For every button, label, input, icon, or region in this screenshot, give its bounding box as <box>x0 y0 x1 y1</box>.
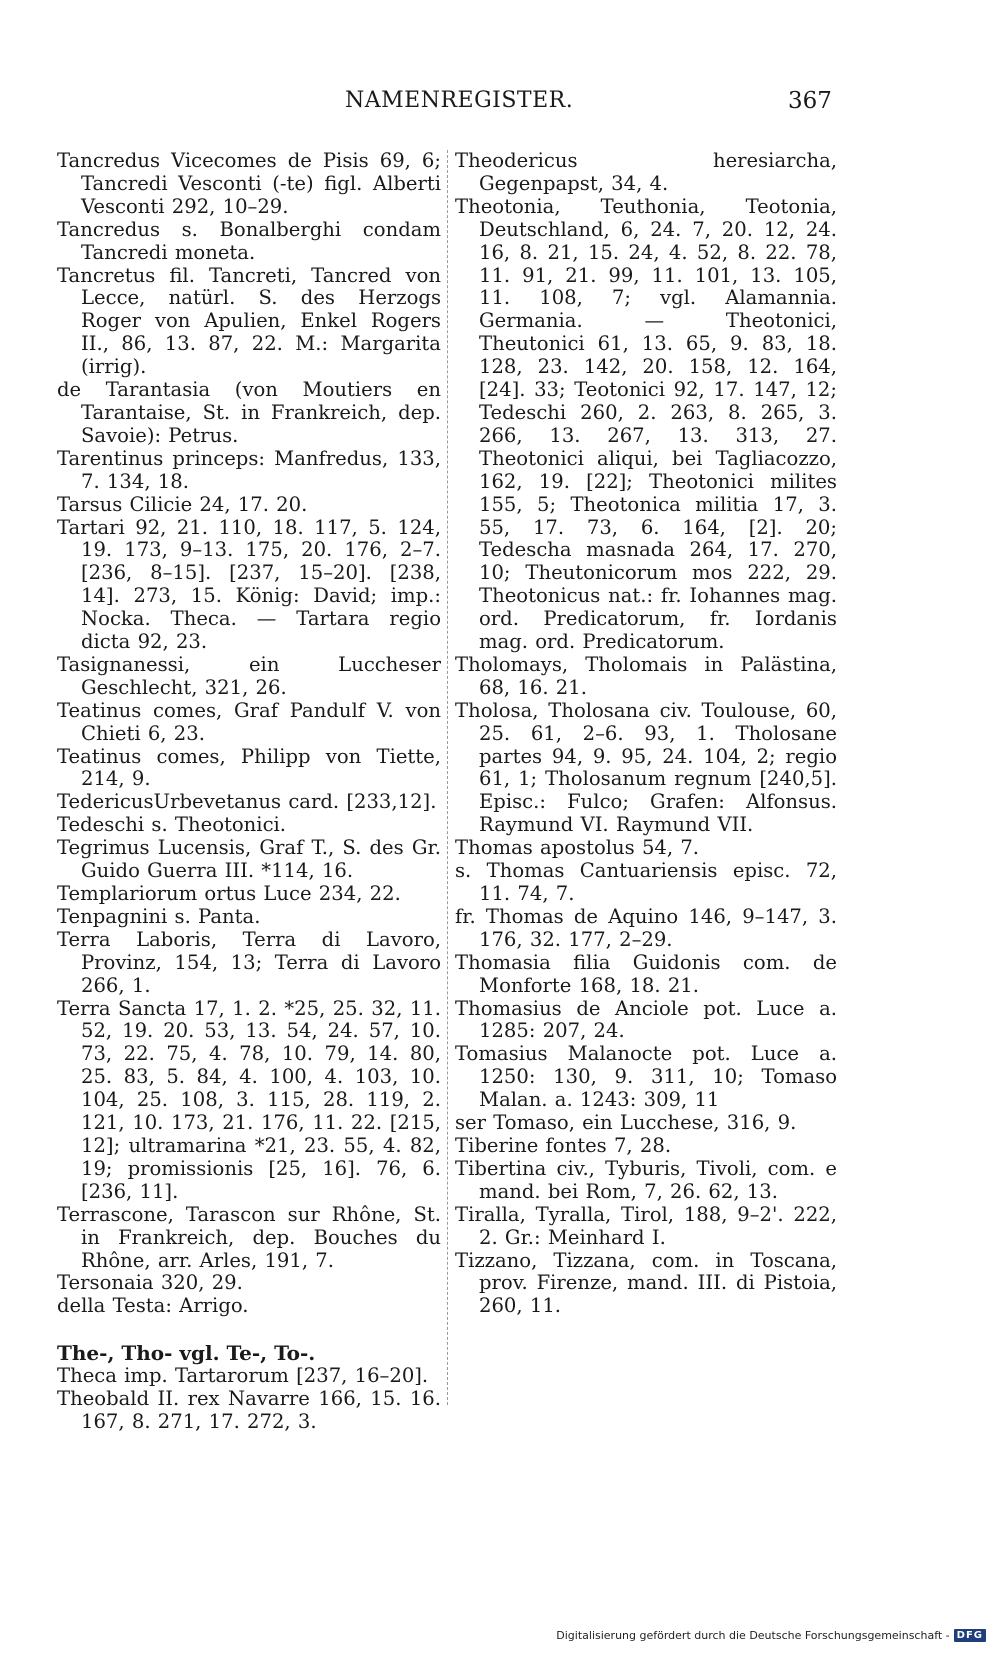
index-entry: Tenpagnini s. Panta. <box>57 904 261 928</box>
index-entry: Tholomays, Tholomais in Palästina, 68, 16. 21. <box>455 652 837 699</box>
index-entry: Thomasia filia Guidonis com. de Monforte 168, 18. 21. <box>455 950 837 997</box>
dfg-logo-icon: DFG <box>954 1629 986 1642</box>
index-entry: Tarentinus princeps: Manfredus, 133, 7. 134, 18. <box>57 446 441 493</box>
index-entry: s. Thomas Cantuariensis episc. 72, 11. 74, 7. <box>455 859 837 905</box>
left-column <box>57 150 441 1434</box>
index-entry: della Testa: Arrigo. <box>57 1294 249 1318</box>
index-entry: TedericusUrbevetanus card. [233,12]. <box>57 790 437 814</box>
index-entry: Tancredus s. Bonalberghi condam Tancredi moneta. <box>57 217 441 264</box>
index-entry: Thomasius de Anciole pot. Luce a. 1285: 207, 24. <box>455 996 837 1043</box>
index-entry: Tarsus Cilicie 24, 17. 20. <box>57 492 308 516</box>
running-head: NAMENREGISTER. <box>345 88 574 113</box>
index-entry: Tersonaia 320, 29. <box>57 1271 243 1295</box>
index-entry: Teatinus comes, Philipp von Tiette, 214, 9. <box>57 744 441 791</box>
index-entry: Theodericus heresiarcha, Gegenpapst, 34, 4. <box>455 149 837 195</box>
index-entry: Theotonia, Teuthonia, Teotonia, Deutschland, 6, 24. 7, 20. 12, 24. 16, 8. 21, 15. 24, 4. 52, 8. 22. 78, 11. 91, 21. 99, 11. 101, 13. 105, 11. 108, 7; vgl. Alamannia. Germania. — Theotonici, Theutonici 61, 13. 65, 9. 83, 18. 128, 23. 142, 20. 158, 12. 164, [24]. 33; Teotonici 92, 17. 147, 12; Tedeschi 260, 2. 263, 8. 265, 3. 266, 13. 267, 13. 313, 27. Theotonici aliqui, bei Tagliacozzo, 162, 19. [22]; Theotonici milites 155, 5; Theotonica militia 17, 3. 55, 17. 73, 6. 164, [2]. 20; Tedescha masnada 264, 17. 270, 10; Theutonicorum mos 222, 29. Theotonicus nat.: fr. Iohannes mag. ord. Predicatorum, fr. Iordanis mag. ord. Predicatorum. <box>455 194 837 654</box>
index-entry: Terrascone, Tarascon sur Rhône, St. in Frankreich, dep. Bouches du Rhône, arr. Arles, 191, 7. <box>57 1202 441 1272</box>
index-entry: de Tarantasia (von Moutiers en Tarantaise, St. in Frankreich, dep. Savoie): Petrus. <box>57 378 441 447</box>
index-entry: Tiberine fontes 7, 28. <box>455 1133 672 1157</box>
index-entry: Terra Laboris, Terra di Lavoro, Provinz, 154, 13; Terra di Lavoro 266, 1. <box>57 927 441 997</box>
right-column <box>455 150 837 1318</box>
index-entry: Tiralla, Tyralla, Tirol, 188, 9–2'. 222, 2. Gr.: Meinhard I. <box>455 1202 837 1249</box>
index-entry: Tancretus fil. Tancreti, Tancred von Lecce, natürl. S. des Herzogs Roger von Apulien, Enkel Rogers II., 86, 13. 87, 22. M.: Margarita (irrig). <box>57 263 441 379</box>
footer-text: Digitalisierung gefördert durch die Deutsche Forschungsgemeinschaft - <box>556 1629 950 1642</box>
index-entry: Tibertina civ., Tyburis, Tivoli, com. e mand. bei Rom, 7, 26. 62, 13. <box>455 1156 837 1203</box>
index-entry: Tomasius Malanocte pot. Luce a. 1250: 130, 9. 311, 10; Tomaso Malan. a. 1243: 309, 11 <box>455 1042 837 1112</box>
index-entry: Tholosa, Tholosana civ. Toulouse, 60, 25. 61, 2–6. 93, 1. Tholosane partes 94, 9. 95, 24. 104, 2; regio 61, 1; Tholosanum regnum [240,5]. Episc.: Fulco; Grafen: Alfonsus. Raymund VI. Raymund VII. <box>455 698 837 837</box>
index-entry: Theca imp. Tartarorum [237, 16–20]. <box>57 1364 429 1388</box>
index-entry: Thomas apostolus 54, 7. <box>455 836 700 860</box>
section-gap <box>57 1318 441 1326</box>
index-entry: Templariorum ortus Luce 234, 22. <box>57 882 401 905</box>
index-entry: fr. Thomas de Aquino 146, 9–147, 3. 176, 32. 177, 2–29. <box>455 904 837 951</box>
column-divider <box>447 150 448 1405</box>
index-entry: Theobald II. rex Navarre 166, 15. 16. 167, 8. 271, 17. 272, 3. <box>57 1387 441 1433</box>
index-entry: Tegrimus Lucensis, Graf T., S. des Gr. Guido Guerra III. *114, 16. <box>57 836 441 883</box>
index-entry: Tancredus Vicecomes de Pisis 69, 6; Tancredi Vesconti (-te) figl. Alberti Vesconti 292, 10–29. <box>57 149 441 218</box>
index-entry: ser Tomaso, ein Lucchese, 316, 9. <box>455 1111 797 1135</box>
index-entry: Tedeschi s. Theotonici. <box>57 813 287 837</box>
section-heading: The-, Tho- vgl. Te-, To-. <box>57 1341 316 1366</box>
index-entry: Tizzano, Tizzana, com. in Toscana, prov. Firenze, mand. III. di Pistoia, 260, 11. <box>455 1248 837 1318</box>
digitization-footer <box>556 1629 986 1642</box>
index-entry: Tartari 92, 21. 110, 18. 117, 5. 124, 19. 173, 9–13. 175, 20. 176, 2–7. [236, 8–15]. [237, 15–20]. [238, 14]. 273, 15. König: David; imp.: Nocka. Theca. — Tartara regio dicta 92, 23. <box>57 515 441 654</box>
page-number: 367 <box>788 88 832 114</box>
index-entry: Terra Sancta 17, 1. 2. *25, 25. 32, 11. 52, 19. 20. 53, 13. 54, 24. 57, 10. 73, 22. 75, 4. 78, 10. 79, 14. 80, 25. 83, 5. 84, 4. 100, 4. 103, 10. 104, 25. 108, 3. 115, 28. 119, 2. 121, 10. 173, 21. 176, 11. 22. [215, 12]; ultramarina *21, 23. 55, 4. 82, 19; promissionis [25, 16]. 76, 6. [236, 11]. <box>57 996 441 1203</box>
index-entry: Teatinus comes, Graf Pandulf V. von Chieti 6, 23. <box>57 698 441 745</box>
index-entry: Tasignanessi, ein Luccheser Geschlecht, 321, 26. <box>57 652 441 699</box>
